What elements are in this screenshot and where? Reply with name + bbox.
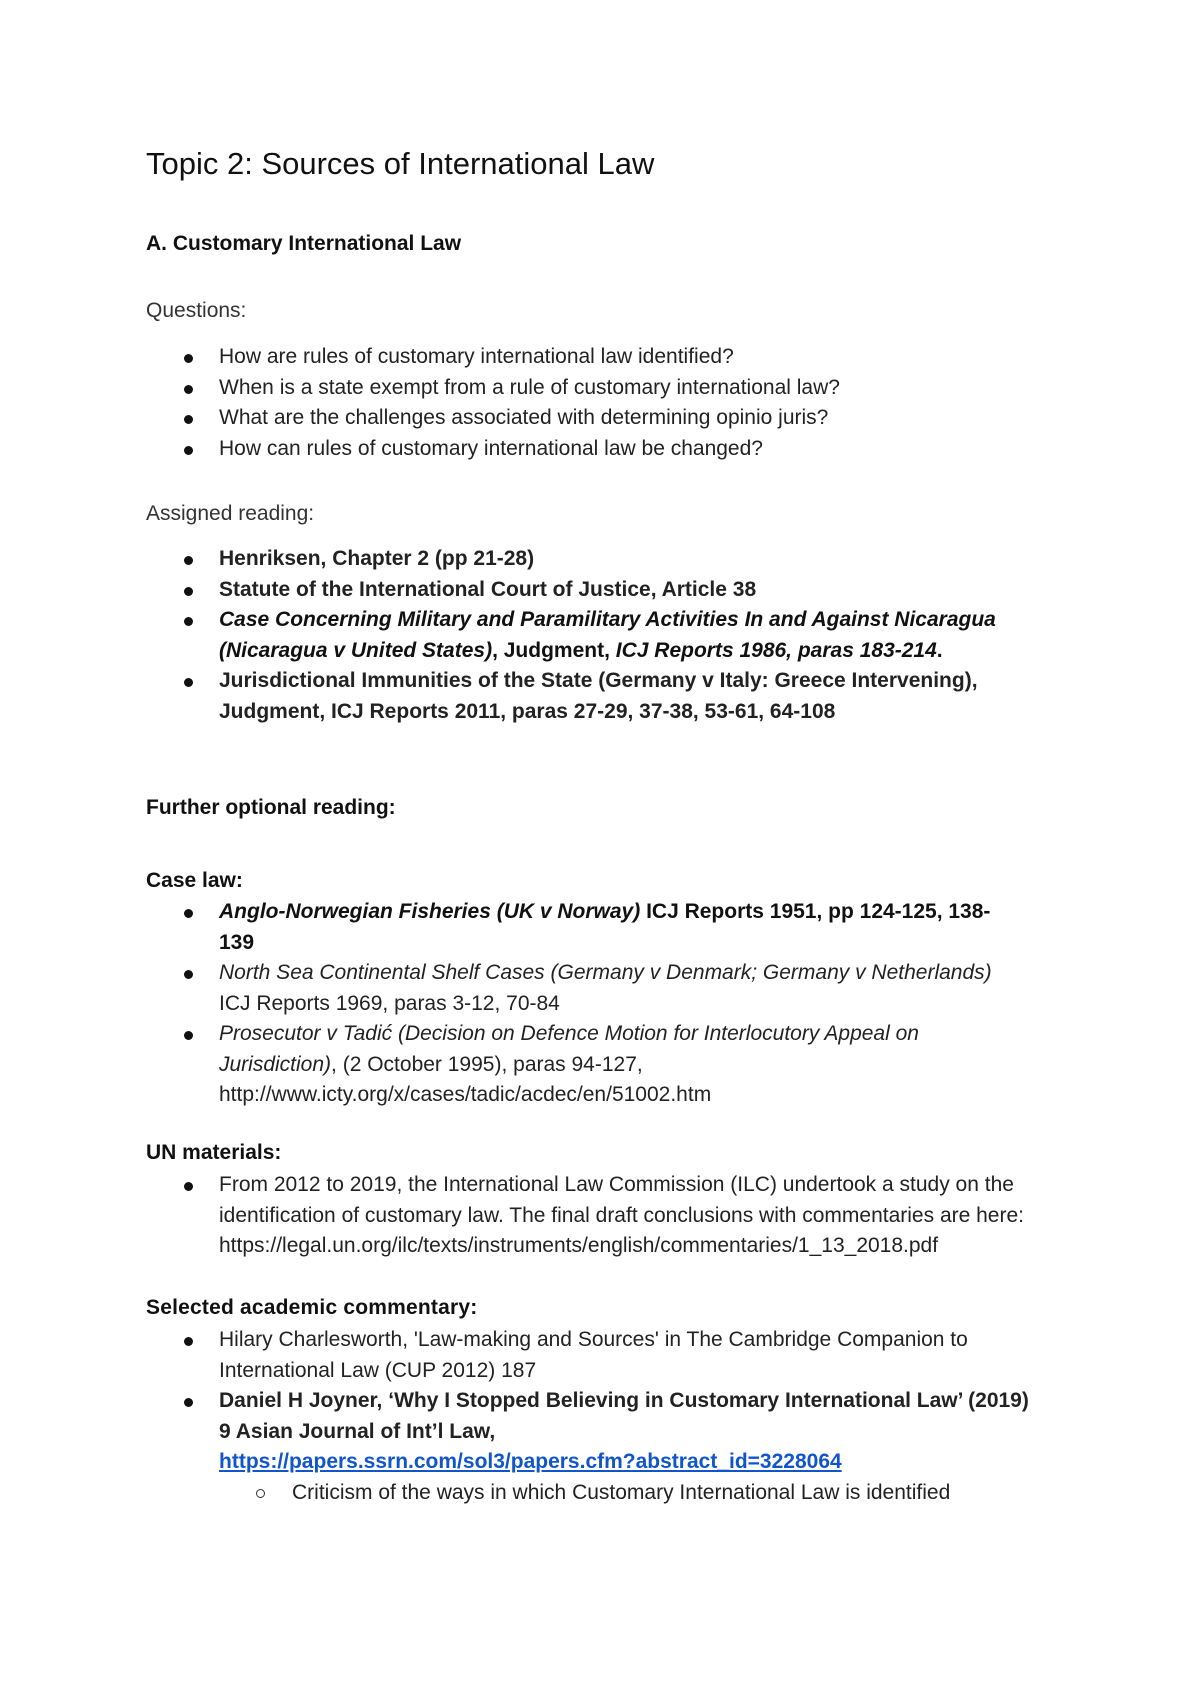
bullet-icon [184,354,193,363]
bullet-icon [184,385,193,394]
list-item: How can rules of customary international law be changed? [0,434,1099,465]
list-item: Henriksen, Chapter 2 (pp 21-28) [0,544,1099,575]
assigned-reading-label: Assigned reading: [146,502,315,525]
questions-label: Questions: [146,299,247,322]
un-materials-list [0,1170,1079,1262]
academic-commentary-label: Selected academic commentary: [146,1296,478,1319]
list-item: Anglo-Norwegian Fisheries (UK v Norway) ICJ Reports 1951, pp 124-125, 138-139 [0,897,1019,958]
bullet-icon [184,1031,193,1040]
bullet-icon [184,446,193,455]
bullet-icon [184,970,193,979]
list-item: Daniel H Joyner, ‘Why I Stopped Believing in Customary International Law’ (2019) 9 Asian Journal of Int’l Law, https://papers.ssrn.com/sol3/papers.cfm?abstract_id=3228064 [0,1386,1039,1478]
hollow-bullet-icon [256,1489,265,1498]
sub-list-item: Criticism of the ways in which Customary International Law is identified [292,1478,950,1508]
list-item: Prosecutor v Tadić (Decision on Defence Motion for Interlocutory Appeal on Jurisdiction), (2 October 1995), paras 94-127, http://www.icty.org/x/cases/tadic/acdec/en/51002.htm [0,1019,1039,1111]
bullet-icon [184,909,193,918]
list-item: From 2012 to 2019, the International Law Commission (ILC) undertook a study on the identification of customary law. The final draft conclusions with commentaries are here: https://legal.un.org/ilc/texts/instruments/english/commentaries/1_13_2018.pdf [0,1170,1079,1262]
ssrn-link[interactable]: https://papers.ssrn.com/sol3/papers.cfm?abstract_id=3228064 [219,1450,842,1473]
bullet-icon [184,556,193,565]
bullet-icon [184,617,193,626]
bullet-icon [184,1398,193,1407]
list-item: Jurisdictional Immunities of the State (Germany v Italy: Greece Intervening), Judgment, ICJ Reports 2011, paras 27-29, 37-38, 53-61, 64-108 [0,666,1059,727]
assigned-reading-list [0,544,1099,727]
case-url[interactable]: http://www.icty.org/x/cases/tadic/acdec/en/51002.htm [219,1083,712,1106]
bullet-icon [184,678,193,687]
bullet-icon [184,415,193,424]
bullet-icon [184,1337,193,1346]
list-item: Hilary Charlesworth, 'Law-making and Sources' in The Cambridge Companion to International Law (CUP 2012) 187 [0,1325,1039,1386]
case-law-label: Case law: [146,869,243,892]
further-reading-label: Further optional reading: [146,796,396,819]
section-heading: A. Customary International Law [146,232,462,255]
list-item: Statute of the International Court of Justice, Article 38 [0,575,1099,606]
list-item: Case Concerning Military and Paramilitary Activities In and Against Nicaragua (Nicaragua v United States), Judgment, ICJ Reports 1986, paras 183-214. [0,605,1079,666]
list-item: When is a state exempt from a rule of customary international law? [0,373,1099,404]
bullet-icon [184,1182,193,1191]
bullet-icon [184,587,193,596]
list-item: How are rules of customary international law identified? [0,342,1099,373]
un-materials-label: UN materials: [146,1141,282,1164]
questions-list [0,342,1099,464]
academic-list [0,1325,1039,1478]
case-law-list [0,897,1099,1111]
list-item: What are the challenges associated with determining opinio juris? [0,403,1099,434]
list-item: North Sea Continental Shelf Cases (Germany v Denmark; Germany v Netherlands) ICJ Reports 1969, paras 3-12, 70-84 [0,958,1099,1019]
page-title: Topic 2: Sources of International Law [146,146,655,181]
